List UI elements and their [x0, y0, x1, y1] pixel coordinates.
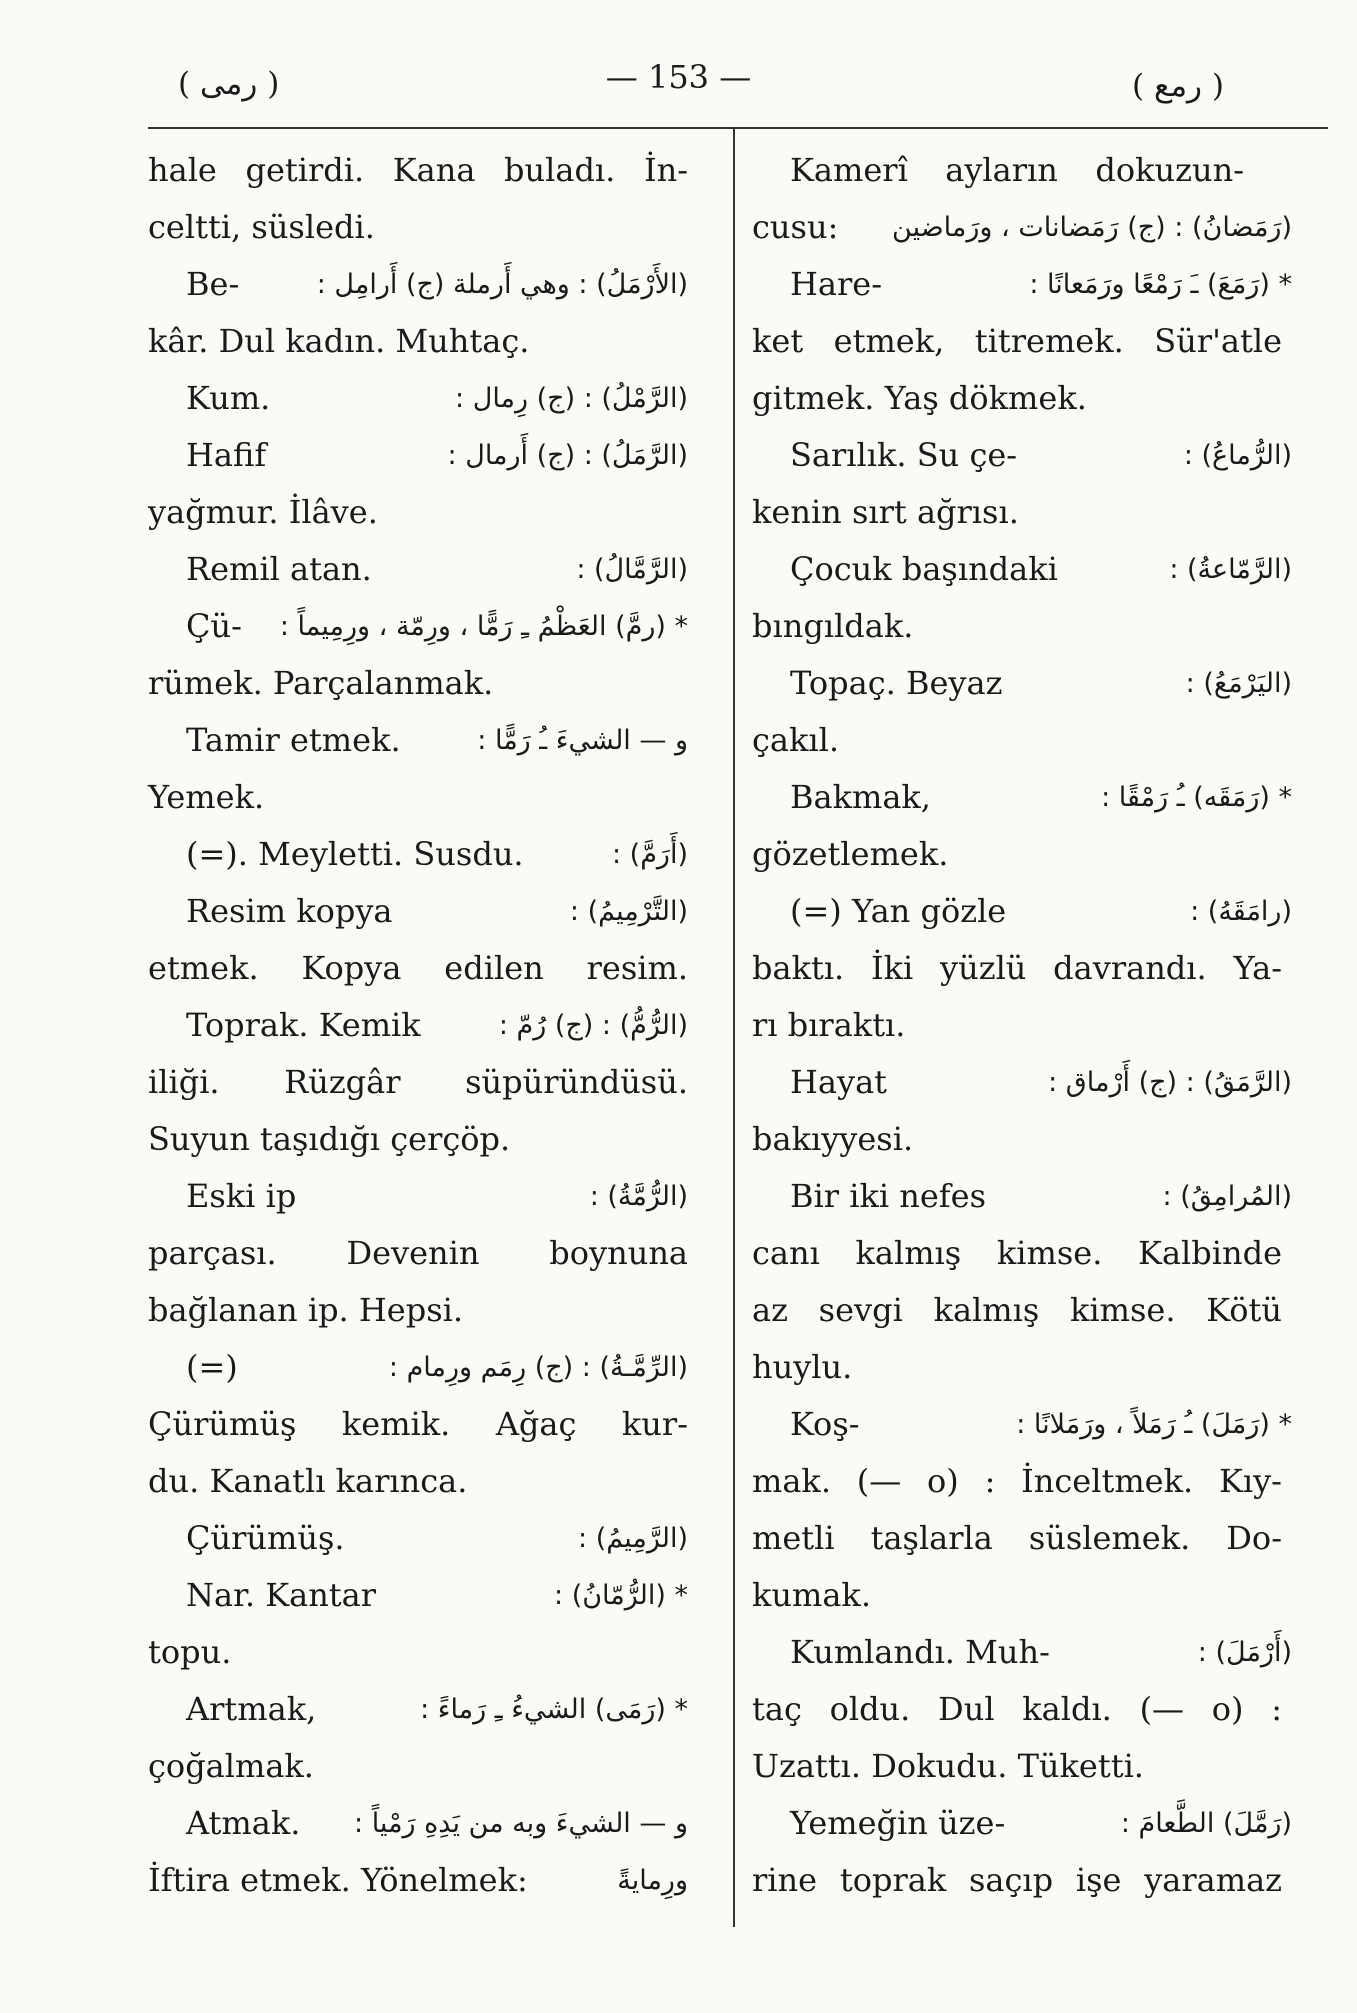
turkish-text: Kumlandı. Muh- — [790, 1633, 1050, 1671]
arabic-headword: و — الشيءَ وبه من يَدِهِ رَمْياً : — [354, 1808, 688, 1839]
arabic-headword: (رَمَّلَ) الطَّعامَ : — [1120, 1808, 1292, 1839]
turkish-text: kumak. — [752, 1576, 871, 1614]
turkish-text: Çü- — [186, 607, 242, 645]
entry-line — [752, 1681, 1282, 1738]
turkish-text: Be- — [186, 265, 240, 303]
arabic-headword: (رامَقَهُ) : — [1190, 896, 1292, 927]
turkish-text: Hayat — [790, 1063, 887, 1101]
entry-line — [148, 1567, 688, 1624]
turkish-text: Bir iki nefes — [790, 1177, 986, 1215]
right-column — [752, 142, 1292, 1909]
turkish-text: Yemek. — [148, 778, 265, 816]
entry-line — [148, 256, 688, 313]
arabic-headword: (الرَّمَّالُ) : — [576, 554, 688, 585]
arabic-headword: (الرُّماعُ) : — [1183, 440, 1292, 471]
arabic-headword: * (رمَّ) العَظْمُ ـِ رَمًّا ، ورِمّة ، ورِمِيماً : — [279, 611, 688, 642]
turkish-text: Çürümüş. — [186, 1519, 345, 1557]
turkish-text: Hare- — [790, 265, 883, 303]
arabic-headword: (الرُّمُّ) : (ج) رُمّ : — [498, 1010, 688, 1041]
entry-line — [148, 541, 688, 598]
turkish-text: mak. (— o) : İnceltmek. Kıy- — [752, 1462, 1282, 1500]
turkish-text: hale getirdi. Kana buladı. İn- — [148, 151, 688, 189]
entry-line — [752, 1168, 1292, 1225]
entry-line — [752, 883, 1292, 940]
turkish-text: Atmak. — [186, 1804, 301, 1842]
header-left-root: ( رمی ) — [178, 66, 280, 102]
turkish-text: etmek. Kopya edilen resim. — [148, 949, 688, 987]
turkish-text: Topaç. Beyaz — [790, 664, 1003, 702]
turkish-text: Suyun taşıdığı çerçöp. — [148, 1120, 511, 1158]
turkish-text: Resim kopya — [186, 892, 393, 930]
turkish-text: yağmur. İlâve. — [148, 493, 378, 531]
entry-line — [148, 1795, 688, 1852]
entry-line — [148, 655, 688, 712]
turkish-text: Hafif — [186, 436, 267, 474]
turkish-text: rümek. Parçalanmak. — [148, 664, 494, 702]
turkish-text: İftira etmek. Yönelmek: — [148, 1861, 528, 1899]
turkish-text: Kamerî ayların dokuzun- — [790, 151, 1244, 189]
turkish-text: Toprak. Kemik — [186, 1006, 421, 1044]
arabic-headword: * (الرُّمّانُ) : — [554, 1580, 688, 1611]
turkish-text: kâr. Dul kadın. Muhtaç. — [148, 322, 530, 360]
entry-line — [148, 313, 688, 370]
entry-line — [752, 1453, 1282, 1510]
turkish-text: ket etmek, titremek. Sür'atle — [752, 322, 1282, 360]
entry-line — [148, 370, 688, 427]
entry-line — [148, 1624, 688, 1681]
entry-line — [148, 1339, 688, 1396]
turkish-text: iliği. Rüzgâr süpüründüsü. — [148, 1063, 688, 1101]
entry-line — [148, 1738, 688, 1795]
entry-line — [752, 256, 1292, 313]
turkish-text: metli taşlarla süslemek. Do- — [752, 1519, 1282, 1557]
turkish-text: parçası. Devenin boynuna — [148, 1234, 688, 1272]
turkish-text: Koş- — [790, 1405, 860, 1443]
entry-line — [752, 769, 1292, 826]
arabic-headword: * (رَمَى) الشيءُ ـِ رَماءً : — [420, 1694, 688, 1725]
turkish-text: rine toprak saçıp işe yaramaz — [752, 1861, 1282, 1899]
turkish-text: (=) Yan gözle — [790, 892, 1007, 930]
turkish-text: Çocuk başındaki — [790, 550, 1058, 588]
entry-line — [148, 712, 688, 769]
turkish-text: celtti, süsledi. — [148, 208, 375, 246]
turkish-text: çakıl. — [752, 721, 840, 759]
entry-line — [752, 1510, 1282, 1567]
entry-line — [752, 313, 1282, 370]
entry-line — [148, 1681, 688, 1738]
turkish-text: taç oldu. Dul kaldı. (— o) : — [752, 1690, 1282, 1728]
entry-line — [752, 1795, 1292, 1852]
entry-line — [752, 1624, 1292, 1681]
turkish-text: cusu: — [752, 208, 839, 246]
arabic-headword: (الرَّمِيمُ) : — [578, 1523, 688, 1554]
arabic-headword: (الرَّمّاعةُ) : — [1169, 554, 1292, 585]
entry-line — [752, 712, 1282, 769]
entry-line — [148, 1225, 688, 1282]
entry-line — [148, 427, 688, 484]
entry-line — [148, 1852, 688, 1909]
entry-line — [148, 1282, 688, 1339]
entry-line — [752, 1567, 1282, 1624]
entry-line — [752, 1111, 1282, 1168]
arabic-headword: (اليَرْمَعُ) : — [1185, 668, 1292, 699]
arabic-headword: (الرُّمَّةُ) : — [589, 1181, 688, 1212]
turkish-text: Yemeğin üze- — [790, 1804, 1006, 1842]
arabic-headword: (الرَّمْلُ) : (ج) رِمال : — [455, 383, 688, 414]
entry-line — [752, 1282, 1282, 1339]
arabic-headword: (الأَرْمَلُ) : وهي أَرملة (ج) أَرامِل : — [316, 269, 688, 300]
turkish-text: Eski ip — [186, 1177, 297, 1215]
entry-line — [148, 598, 688, 655]
arabic-headword: * (رَمَلَ) ـُ رَمَلاً ، ورَمَلانًا : — [1016, 1409, 1292, 1440]
turkish-text: (=) — [186, 1348, 238, 1386]
arabic-headword: (الرِّمَّـةُ) : (ج) رِمَم ورِمام : — [388, 1352, 688, 1383]
header-right-root: ( رمع ) — [1132, 68, 1224, 104]
turkish-text: rı bıraktı. — [752, 1006, 906, 1044]
entry-line — [752, 1852, 1282, 1909]
arabic-headword: (الرَّمَقُ) : (ج) أَرْماق : — [1048, 1067, 1292, 1098]
entry-line — [752, 427, 1292, 484]
turkish-text: (=). Meyletti. Susdu. — [186, 835, 524, 873]
entry-line — [752, 1339, 1282, 1396]
entry-line — [148, 997, 688, 1054]
left-column — [148, 142, 688, 1909]
entry-line — [148, 1396, 688, 1453]
entry-line — [148, 1168, 688, 1225]
turkish-text: topu. — [148, 1633, 232, 1671]
entry-line — [752, 484, 1282, 541]
turkish-text: huylu. — [752, 1348, 853, 1386]
entry-line — [752, 940, 1282, 997]
entry-line — [752, 1738, 1282, 1795]
arabic-headword: (رَمَضانُ) : (ج) رَمَضانات ، ورَماضين — [892, 212, 1292, 243]
turkish-text: Tamir etmek. — [186, 721, 401, 759]
arabic-headword: ورِمايةً — [617, 1865, 688, 1896]
turkish-text: canı kalmış kimse. Kalbinde — [752, 1234, 1282, 1272]
arabic-headword: (الرَّمَلُ) : (ج) أَرمال : — [447, 440, 688, 471]
turkish-text: gitmek. Yaş dökmek. — [752, 379, 1087, 417]
header-rule — [148, 127, 1328, 129]
turkish-text: bıngıldak. — [752, 607, 914, 645]
entry-line — [148, 199, 688, 256]
arabic-headword: (التَّرْمِيمُ) : — [569, 896, 688, 927]
arabic-headword: و — الشيءَ ـُ رَمًّا : — [477, 725, 688, 756]
turkish-text: Çürümüş kemik. Ağaç kur- — [148, 1405, 688, 1443]
turkish-text: baktı. İki yüzlü davrandı. Ya- — [752, 949, 1282, 987]
turkish-text: Sarılık. Su çe- — [790, 436, 1018, 474]
arabic-headword: * (رَمَعَ) ـَ رَمْعًا ورَمَعانًا : — [1029, 269, 1292, 300]
arabic-headword: (المُرامِقُ) : — [1162, 1181, 1292, 1212]
arabic-headword: * (رَمَقَه) ـُ رَمْقًا : — [1101, 782, 1292, 813]
arabic-headword: (أَرَمَّ) : — [611, 839, 688, 870]
turkish-text: Remil atan. — [186, 550, 372, 588]
entry-line — [752, 826, 1282, 883]
turkish-text: du. Kanatlı karınca. — [148, 1462, 468, 1500]
column-divider — [733, 127, 735, 1927]
entry-line — [752, 1054, 1292, 1111]
turkish-text: gözetlemek. — [752, 835, 949, 873]
page-header — [0, 58, 1357, 118]
entry-line — [148, 1510, 688, 1567]
turkish-text: Artmak, — [186, 1690, 317, 1728]
entry-line — [752, 142, 1282, 199]
turkish-text: Nar. Kantar — [186, 1576, 377, 1614]
entry-line — [148, 1054, 688, 1111]
entry-line — [752, 655, 1292, 712]
page-number: — 153 — — [605, 58, 752, 96]
turkish-text: Bakmak, — [790, 778, 931, 816]
entry-line — [752, 370, 1282, 427]
turkish-text: bağlanan ip. Hepsi. — [148, 1291, 464, 1329]
entry-line — [148, 940, 688, 997]
entry-line — [148, 484, 688, 541]
entry-line — [148, 1111, 688, 1168]
entry-line — [148, 883, 688, 940]
turkish-text: Kum. — [186, 379, 271, 417]
entry-line — [752, 199, 1292, 256]
turkish-text: çoğalmak. — [148, 1747, 314, 1785]
entry-line — [752, 598, 1282, 655]
entry-line — [148, 142, 688, 199]
turkish-text: Uzattı. Dokudu. Tüketti. — [752, 1747, 1144, 1785]
turkish-text: kenin sırt ağrısı. — [752, 493, 1019, 531]
entry-line — [148, 769, 688, 826]
entry-line — [752, 1396, 1292, 1453]
entry-line — [752, 1225, 1282, 1282]
turkish-text: az sevgi kalmış kimse. Kötü — [752, 1291, 1282, 1329]
turkish-text: bakıyyesi. — [752, 1120, 914, 1158]
entry-line — [148, 826, 688, 883]
entry-line — [752, 541, 1292, 598]
entry-line — [148, 1453, 688, 1510]
arabic-headword: (أَرْمَلَ) : — [1197, 1637, 1292, 1668]
entry-line — [752, 997, 1282, 1054]
